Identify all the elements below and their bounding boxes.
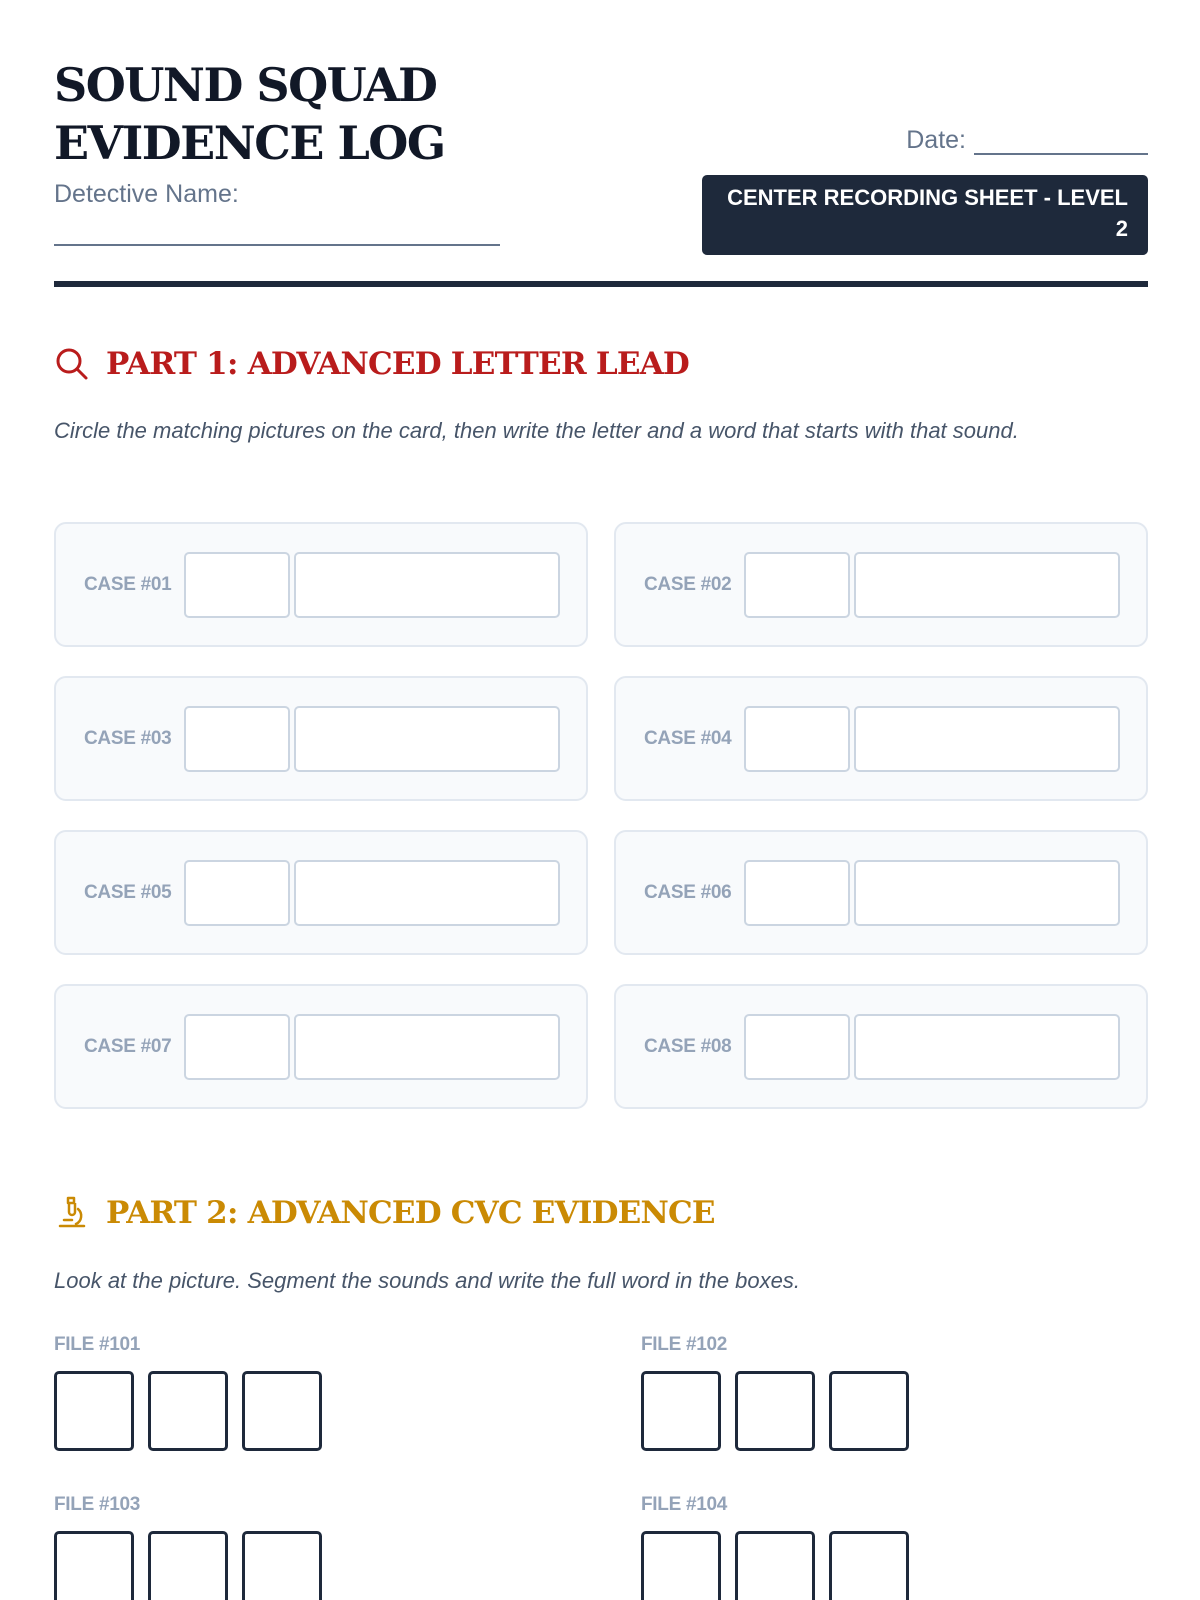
- case-label: CASE #06: [644, 881, 732, 903]
- case-card: [54, 676, 588, 801]
- file-label: FILE #101: [54, 1334, 141, 1355]
- sound-box[interactable]: [735, 1531, 815, 1600]
- part1-heading: [54, 346, 689, 382]
- magnifying-glass-icon: [54, 346, 90, 382]
- letter-box[interactable]: [744, 1014, 850, 1080]
- letter-box[interactable]: [744, 706, 850, 772]
- case-label: CASE #05: [84, 881, 172, 903]
- part1-instructions: Circle the matching pictures on the card, then write the letter and a word that starts with that sound.: [54, 418, 1019, 443]
- part2-instructions: Look at the picture. Segment the sounds and write the full word in the boxes.: [54, 1268, 801, 1293]
- sound-box[interactable]: [641, 1371, 721, 1451]
- word-box[interactable]: [294, 1014, 560, 1080]
- file-block: [54, 1334, 336, 1451]
- case-card: [614, 522, 1148, 647]
- case-label: CASE #04: [644, 727, 732, 749]
- sound-boxes: [641, 1371, 923, 1451]
- sound-boxes: [54, 1531, 336, 1600]
- part2-heading: [54, 1195, 715, 1231]
- word-box[interactable]: [854, 706, 1120, 772]
- file-label: FILE #104: [641, 1494, 728, 1515]
- detective-name-label: Detective Name:: [54, 180, 239, 208]
- case-card: [54, 522, 588, 647]
- letter-box[interactable]: [184, 706, 290, 772]
- letter-box[interactable]: [744, 552, 850, 618]
- case-card: [54, 984, 588, 1109]
- part2-title: PART 2: ADVANCED CVC EVIDENCE: [106, 1195, 715, 1231]
- microscope-icon: [54, 1195, 90, 1231]
- letter-box[interactable]: [744, 860, 850, 926]
- sound-box[interactable]: [641, 1531, 721, 1600]
- case-card: [54, 830, 588, 955]
- sound-box[interactable]: [148, 1371, 228, 1451]
- sound-box[interactable]: [54, 1531, 134, 1600]
- part1-title: PART 1: ADVANCED LETTER LEAD: [106, 346, 689, 382]
- date-field[interactable]: [974, 131, 1148, 155]
- case-label: CASE #03: [84, 727, 172, 749]
- case-label: CASE #01: [84, 573, 172, 595]
- case-label: CASE #07: [84, 1035, 172, 1057]
- sound-boxes: [54, 1371, 336, 1451]
- level-badge: CENTER RECORDING SHEET - LEVEL 2: [702, 175, 1148, 255]
- date-label: Date:: [906, 126, 966, 154]
- file-label: FILE #103: [54, 1494, 141, 1515]
- sound-box[interactable]: [242, 1531, 322, 1600]
- sound-boxes: [641, 1531, 923, 1600]
- case-label: CASE #02: [644, 573, 732, 595]
- worksheet-header: [54, 56, 1148, 288]
- file-block: [54, 1494, 336, 1600]
- date-row: [906, 126, 1148, 155]
- header-divider: [54, 281, 1148, 287]
- word-box[interactable]: [854, 1014, 1120, 1080]
- case-card: [614, 830, 1148, 955]
- word-box[interactable]: [294, 552, 560, 618]
- page-title: SOUND SQUAD EVIDENCE LOG: [54, 58, 445, 170]
- file-block: [641, 1494, 923, 1600]
- word-box[interactable]: [854, 552, 1120, 618]
- sound-box[interactable]: [148, 1531, 228, 1600]
- case-grid: [54, 522, 1148, 1109]
- detective-name-field[interactable]: [54, 244, 500, 246]
- word-box[interactable]: [294, 706, 560, 772]
- letter-box[interactable]: [184, 860, 290, 926]
- sound-box[interactable]: [829, 1371, 909, 1451]
- sound-box[interactable]: [242, 1371, 322, 1451]
- file-block: [641, 1334, 923, 1451]
- case-card: [614, 676, 1148, 801]
- letter-box[interactable]: [184, 552, 290, 618]
- case-card: [614, 984, 1148, 1109]
- sound-box[interactable]: [735, 1371, 815, 1451]
- case-label: CASE #08: [644, 1035, 732, 1057]
- file-label: FILE #102: [641, 1334, 728, 1355]
- letter-box[interactable]: [184, 1014, 290, 1080]
- word-box[interactable]: [294, 860, 560, 926]
- sound-box[interactable]: [54, 1371, 134, 1451]
- word-box[interactable]: [854, 860, 1120, 926]
- sound-box[interactable]: [829, 1531, 909, 1600]
